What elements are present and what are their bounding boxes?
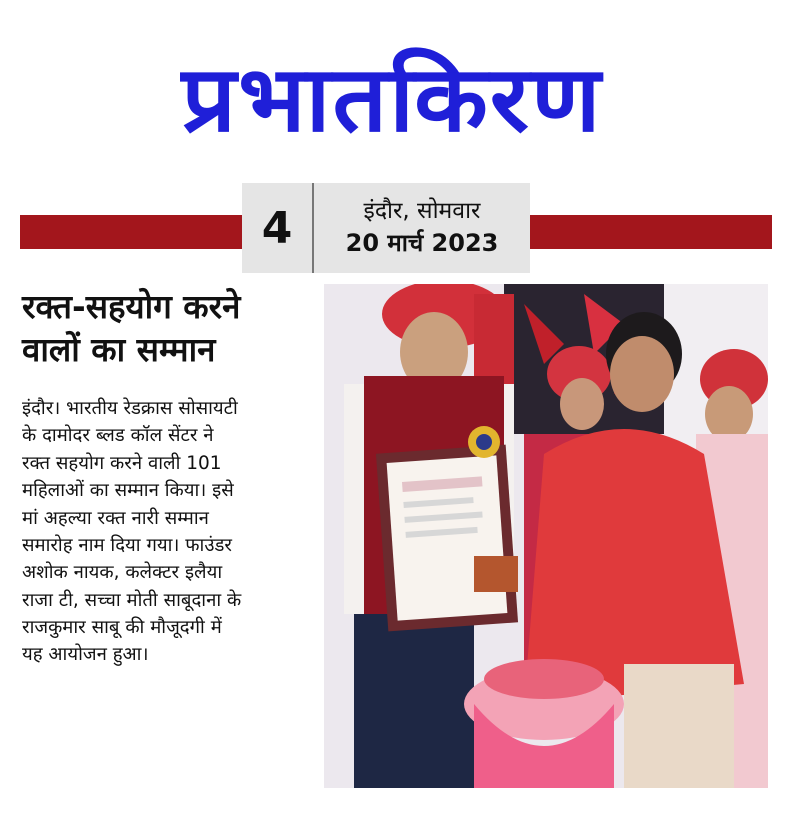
body-line: राजा टी, सच्चा मोती साबूदाना के: [22, 589, 242, 611]
article-headline: [22, 286, 318, 372]
body-line: इंदौर। भारतीय रेडक्रास सोसायटी: [22, 398, 238, 419]
body-line: मां अहल्या रक्त नारी सम्मान: [22, 507, 209, 529]
body-line: महिलाओं का सम्मान किया। इसे: [22, 480, 234, 502]
headline-line: रक्त-सहयोग करने: [22, 287, 241, 326]
masthead-logo: प्रभातकिरण: [181, 45, 603, 153]
article-body: [22, 395, 320, 669]
body-line: अशोक नायक, कलेक्टर इलैया: [22, 562, 223, 584]
dateline-place-day: इंदौर, सोमवार: [363, 198, 481, 225]
dateline-box: [242, 183, 530, 273]
header-band-left: [20, 215, 242, 249]
body-line: राजकुमार साबू की मौजूदगी में: [22, 617, 222, 638]
body-line: यह आयोजन हुआ।: [22, 644, 149, 666]
dateline-date: 20 मार्च 2023: [345, 229, 499, 258]
body-line: समारोह नाम दिया गया। फाउंडर: [22, 534, 232, 556]
headline-line: वालों का सम्मान: [22, 329, 216, 369]
header-band-right: [530, 215, 772, 249]
article-photo: [324, 284, 768, 788]
body-line: के दामोदर ब्लड कॉल सेंटर ने: [22, 425, 214, 447]
award-ceremony-photo: [324, 284, 768, 788]
page-number: 4: [242, 183, 314, 273]
dateline-text: [314, 183, 530, 273]
body-line: रक्त सहयोग करने वाली 101: [22, 452, 222, 474]
